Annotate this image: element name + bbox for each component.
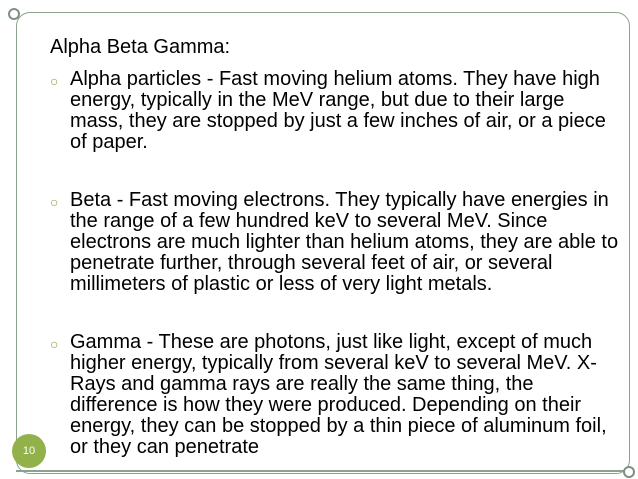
ring-bullet-icon: ○ [50, 73, 59, 89]
slide-number-badge: 10 [12, 434, 46, 468]
slide-content [50, 36, 620, 479]
bullet-gamma [50, 332, 620, 458]
bullet-text: Beta - Fast moving electrons. They typically have energies in the range of a few hundred keV to several MeV. Since electrons are much lighter than helium atoms, they are able to penetrate further, through several feet of air, or several millimeters of plastic or less of very light metals. [70, 189, 619, 295]
bullet-text: Gamma - These are photons, just like light, except of much higher energy, typically from several keV to several MeV. X-Rays and gamma rays are really the same thing, the difference is how they were produced. Depending on their energy, they can be stopped by a thin piece of aluminum foil, or they can penetrate [70, 331, 607, 458]
ring-bullet-icon: ○ [50, 194, 59, 210]
frame-ring-bottom-right [623, 466, 635, 478]
bullet-beta [50, 190, 620, 295]
frame-ring-top-left [8, 8, 20, 20]
slide-title: Alpha Beta Gamma: [50, 36, 231, 58]
bullet-text: Alpha particles - Fast moving helium atoms. They have high energy, typically in the MeV range, but due to their large mass, they are stopped by just a few inches of air, or a piece of paper. [70, 68, 606, 153]
bullet-alpha [50, 69, 620, 153]
ring-bullet-icon: ○ [50, 336, 59, 352]
